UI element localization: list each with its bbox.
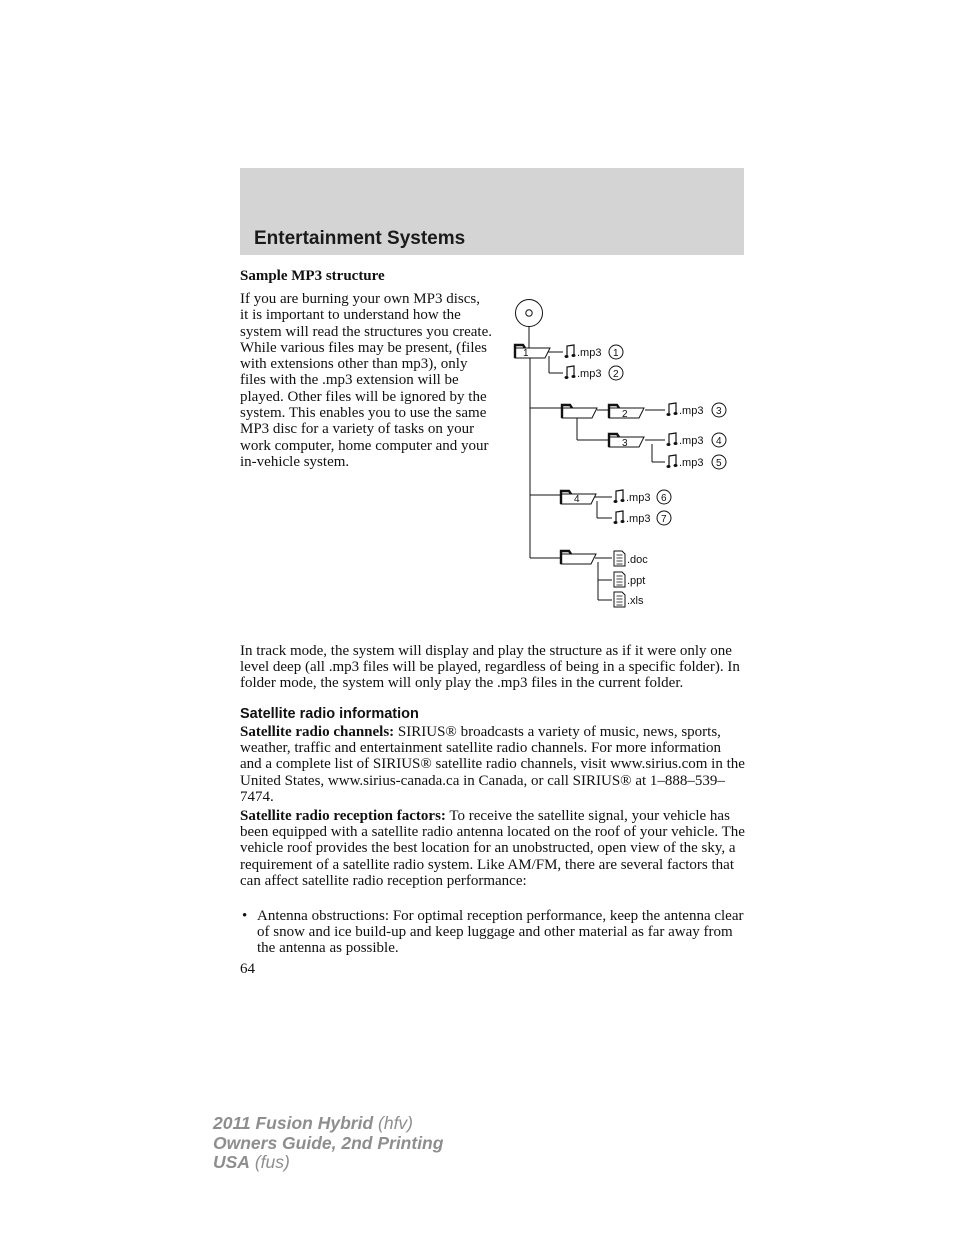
file-ext-label: .mp3 bbox=[577, 368, 602, 380]
bullet-text: Antenna obstructions: For optimal reception performance, keep the antenna clear of snow and ice build-up and keep luggage and other material as far away from the antenna as possible. bbox=[257, 908, 744, 957]
track-number: 4 bbox=[716, 436, 722, 447]
document-icon bbox=[614, 572, 625, 587]
doc-ext-label: .doc bbox=[627, 554, 648, 566]
folder-icon-docs bbox=[561, 551, 596, 564]
music-note-icon bbox=[614, 511, 625, 524]
document-icon bbox=[614, 551, 625, 566]
satellite-radio-heading: Satellite radio information bbox=[240, 706, 419, 722]
page-number: 64 bbox=[240, 961, 255, 977]
file-ext-label: .mp3 bbox=[626, 513, 651, 525]
track-number: 2 bbox=[613, 369, 619, 380]
track-number: 5 bbox=[716, 458, 722, 469]
bullet-symbol: • bbox=[242, 908, 248, 924]
folder-label-3: 3 bbox=[622, 438, 628, 449]
file-ext-label: .mp3 bbox=[577, 347, 602, 359]
document-footer bbox=[213, 1114, 443, 1173]
footer-market: USA bbox=[213, 1152, 250, 1172]
folder-label-1: 1 bbox=[523, 348, 529, 359]
file-ext-label: .mp3 bbox=[679, 435, 704, 447]
folder-icon-parent-a bbox=[562, 405, 597, 418]
file-ext-label: .mp3 bbox=[679, 457, 704, 469]
disc-icon bbox=[516, 300, 543, 327]
folder-label-4: 4 bbox=[574, 494, 580, 505]
track-number: 1 bbox=[613, 348, 619, 359]
footer-model: 2011 Fusion Hybrid bbox=[213, 1113, 374, 1133]
footer-market-code: (fus) bbox=[249, 1152, 290, 1172]
satellite-channels-paragraph bbox=[240, 724, 746, 805]
mp3-structure-diagram bbox=[505, 290, 745, 615]
track-mode-paragraph: In track mode, the system will display and play the structure as if it were only one level deep (all .mp3 files will be played, regardless of being in a specific folder). In folder mode, the system will only play the .mp3 files in the current folder. bbox=[240, 643, 740, 692]
footer-line-3 bbox=[213, 1153, 443, 1173]
folder-icon-1 bbox=[515, 345, 550, 358]
track-number: 6 bbox=[661, 493, 667, 504]
mp3-structure-heading: Sample MP3 structure bbox=[240, 268, 385, 284]
file-ext-label: .mp3 bbox=[679, 405, 704, 417]
music-note-icon bbox=[565, 345, 576, 358]
satellite-reception-paragraph bbox=[240, 808, 746, 889]
file-ext-label: .mp3 bbox=[626, 492, 651, 504]
factors-text: To receive the satellite signal, your vehicle has been equipped with a satellite radio antenna located on the roof of your vehicle. The vehicle roof provides the best location for an unobstructed, open view of the sky, a requirement of a satellite radio system. Like AM/FM, there are several factors that can affect satellite radio reception performance: bbox=[240, 808, 745, 889]
music-note-icon bbox=[565, 366, 576, 379]
footer-model-code: (hfv) bbox=[373, 1113, 414, 1133]
factors-lead: Satellite radio reception factors: bbox=[240, 808, 446, 824]
mp3-intro-paragraph: If you are burning your own MP3 discs, it is important to understand how the system will read the structures you create. While various files may be present, (files with extensions other than mp3), only files with the .mp3 extension will be played. Other files will be ignored by the system. This enables you to use the same MP3 disc for a variety of tasks on your work computer, home computer and your in-vehicle system. bbox=[240, 291, 492, 470]
music-note-icon bbox=[667, 433, 678, 446]
doc-ext-label: .xls bbox=[627, 595, 644, 607]
music-note-icon bbox=[667, 403, 678, 416]
doc-ext-label: .ppt bbox=[627, 575, 646, 587]
channels-lead: Satellite radio channels: bbox=[240, 724, 395, 740]
footer-line-2: Owners Guide, 2nd Printing bbox=[213, 1132, 444, 1153]
track-number: 3 bbox=[716, 406, 722, 417]
music-note-icon bbox=[667, 455, 678, 468]
page-section-title: Entertainment Systems bbox=[254, 228, 466, 249]
channels-text: SIRIUS® broadcasts a variety of music, news, sports, weather, traffic and entertainment satellite radio channels. For more information and a complete list of SIRIUS® satellite radio channels, visit www.sirius.com in the United States, www.sirius-canada.ca in Canada, or call SIRIUS® at 1–888–539–7474. bbox=[240, 724, 745, 805]
document-icon bbox=[614, 592, 625, 607]
footer-line-1 bbox=[213, 1114, 443, 1134]
folder-label-2: 2 bbox=[622, 409, 628, 420]
music-note-icon bbox=[614, 490, 625, 503]
track-number: 7 bbox=[661, 514, 667, 525]
